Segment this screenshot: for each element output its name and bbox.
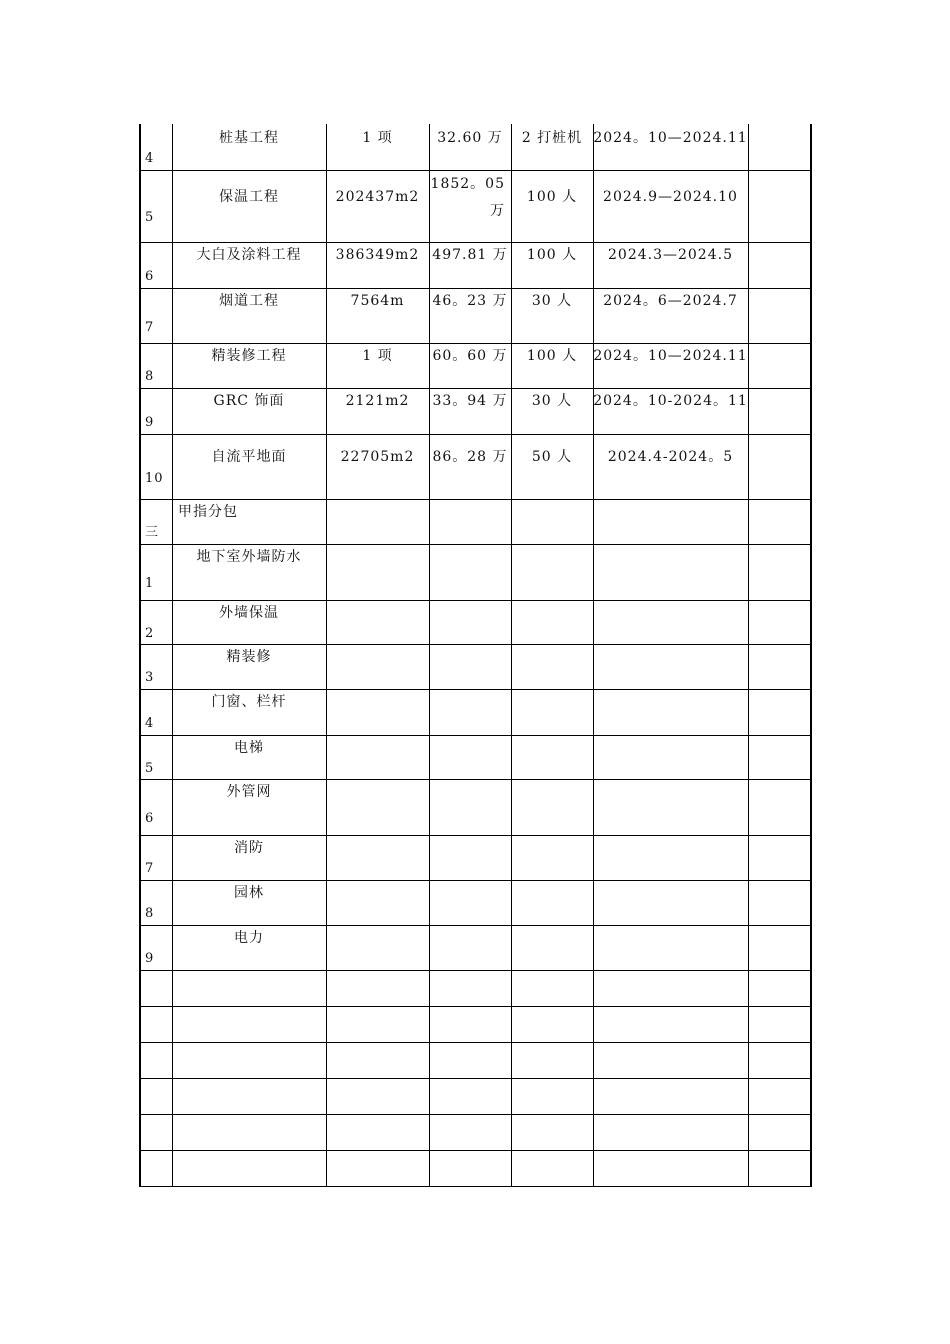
table-column-rule (511, 124, 512, 1186)
cell-no: 10 (145, 470, 164, 486)
cell-no: 9 (145, 951, 155, 967)
table-row-rule (139, 644, 812, 645)
cell-amount: 33。94 万 (432, 393, 508, 409)
table-row-rule (139, 1186, 812, 1187)
cell-amount: 497.81 万 (432, 247, 508, 263)
table-column-rule (326, 124, 327, 1186)
cell-period: 2024.3—2024.5 (608, 247, 733, 263)
cell-quantity: 1 项 (362, 130, 393, 146)
cell-labor: 100 人 (526, 189, 578, 205)
table-row-rule (139, 1042, 812, 1043)
cell-labor: 100 人 (526, 348, 578, 364)
cell-item-name: 电梯 (234, 740, 264, 756)
cell-no: 8 (145, 369, 155, 385)
cell-item-name: 外管网 (226, 784, 272, 800)
cell-quantity: 386349m2 (335, 247, 420, 263)
cell-no: 5 (145, 210, 155, 226)
table-row-rule (139, 735, 812, 736)
cell-item-name: 精装修工程 (211, 348, 287, 364)
table-row-rule (139, 499, 812, 500)
cell-period: 2024。10—2024.11 (593, 348, 748, 364)
cell-no: 6 (145, 268, 155, 284)
table-column-rule (593, 124, 594, 1186)
table-row-rule (139, 1006, 812, 1007)
cell-quantity: 2121m2 (345, 393, 410, 409)
cell-amount: 60。60 万 (432, 348, 508, 364)
cell-item-name: 园林 (234, 885, 264, 901)
cell-quantity: 202437m2 (335, 189, 420, 205)
table-row-rule (139, 1150, 812, 1151)
cell-no: 9 (145, 414, 155, 430)
cell-period: 2024.9—2024.10 (603, 189, 738, 205)
cell-no: 7 (145, 861, 155, 877)
cell-item-name: 大白及涂料工程 (196, 247, 302, 263)
cell-amount: 1852。05 万 (430, 176, 505, 219)
table-row-rule (139, 779, 812, 780)
cell-no: 8 (145, 906, 155, 922)
table-row-rule (139, 388, 812, 389)
cell-item-name: 电力 (234, 930, 264, 946)
table-column-rule (429, 124, 430, 1186)
cell-item-name: 地下室外墙防水 (196, 549, 302, 565)
cell-labor: 100 人 (526, 247, 578, 263)
cell-amount: 46。23 万 (432, 293, 508, 309)
table-row-rule (139, 242, 812, 243)
table-column-rule (139, 124, 141, 1186)
cell-item-name: 保温工程 (219, 189, 279, 205)
table-row-rule (139, 880, 812, 881)
cell-item-name: GRC 饰面 (213, 393, 285, 409)
cell-no: 2 (145, 625, 155, 641)
cell-item-name: 甲指分包 (178, 504, 238, 520)
table-row-rule (139, 1078, 812, 1079)
cell-no: 4 (145, 715, 155, 731)
table-row-rule (139, 925, 812, 926)
cell-period: 2024。6—2024.7 (603, 293, 738, 309)
cell-no: 7 (145, 319, 155, 335)
cell-item-name: 烟道工程 (219, 293, 279, 309)
cell-amount: 32.60 万 (437, 130, 503, 146)
table-column-rule (810, 124, 812, 1186)
cell-amount: 86。28 万 (432, 449, 508, 465)
cell-no: 4 (145, 151, 155, 167)
cell-no: 1 (145, 576, 155, 592)
cell-item-name: 桩基工程 (219, 130, 279, 146)
cell-item-name: 门窗、栏杆 (211, 694, 287, 710)
table-column-rule (748, 124, 749, 1186)
table-row-rule (139, 544, 812, 545)
cell-item-name: 自流平地面 (211, 449, 287, 465)
table-row-rule (139, 835, 812, 836)
table-row-rule (139, 288, 812, 289)
cell-no: 5 (145, 760, 155, 776)
cell-quantity: 22705m2 (340, 449, 415, 465)
cell-no: 3 (145, 670, 155, 686)
cell-labor: 30 人 (531, 293, 573, 309)
cell-labor: 2 打桩机 (521, 130, 583, 146)
cell-quantity: 1 项 (362, 348, 393, 364)
cell-quantity: 7564m (350, 293, 405, 309)
table-row-rule (139, 1114, 812, 1115)
cell-labor: 50 人 (531, 449, 573, 465)
cell-period: 2024。10—2024.11 (593, 130, 748, 146)
cell-item-name: 外墙保温 (219, 605, 279, 621)
cell-no: 三 (145, 525, 160, 541)
cell-labor: 30 人 (531, 393, 573, 409)
table-row-rule (139, 434, 812, 435)
cell-period: 2024。10-2024。11 (593, 393, 748, 409)
cell-item-name: 消防 (234, 840, 264, 856)
table-row-rule (139, 343, 812, 344)
table-row-rule (139, 689, 812, 690)
cell-period: 2024.4-2024。5 (607, 449, 734, 465)
cell-no: 6 (145, 811, 155, 827)
table-row-rule (139, 970, 812, 971)
table-row-rule (139, 600, 812, 601)
cell-item-name: 精装修 (226, 649, 272, 665)
